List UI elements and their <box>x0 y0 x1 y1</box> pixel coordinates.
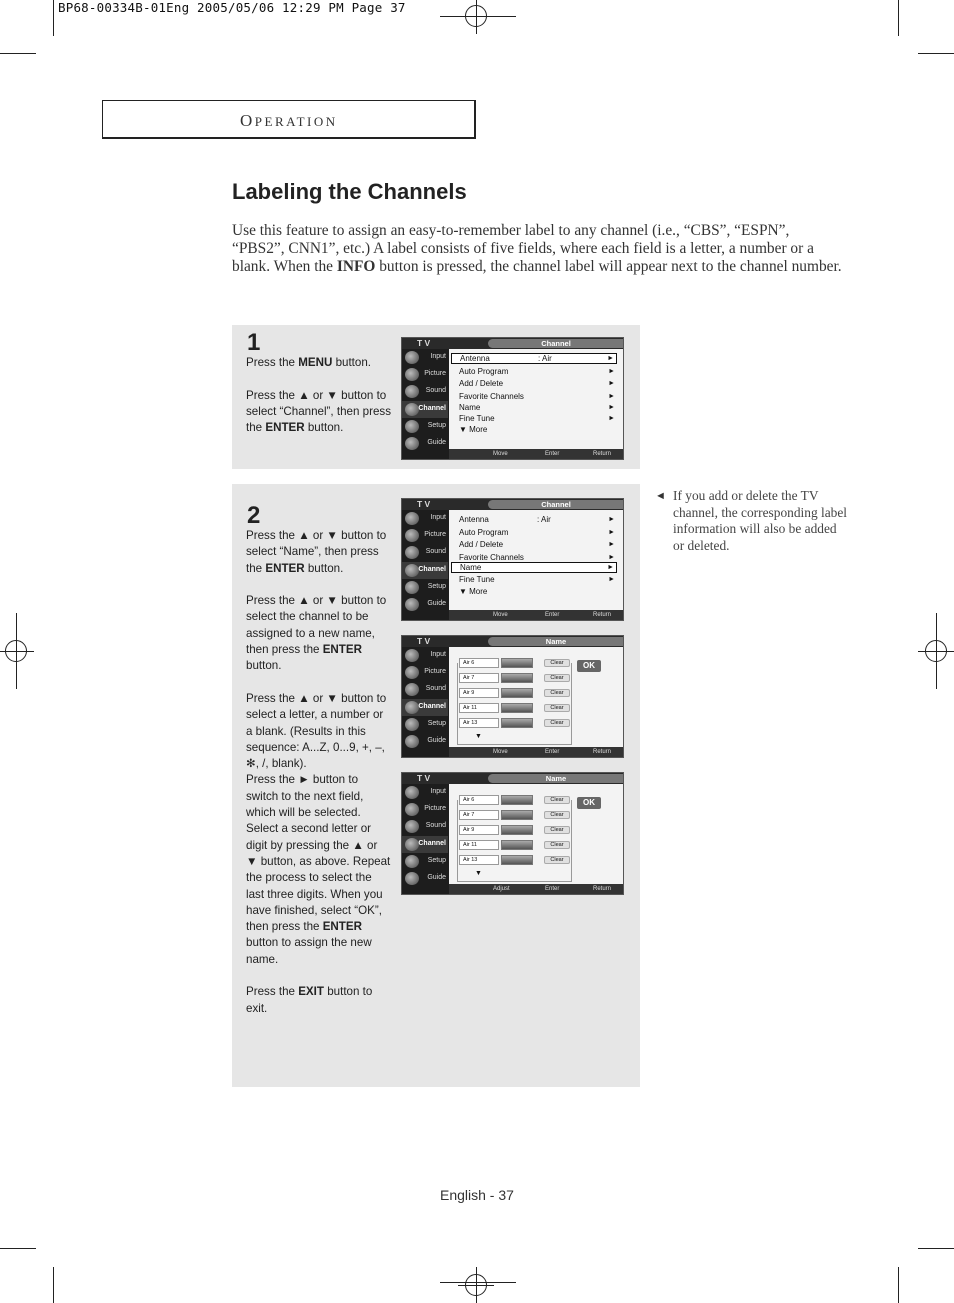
screen-footer: Move Enter Return <box>449 449 624 459</box>
sidebar-item-picture: Picture <box>402 366 448 383</box>
picture-icon <box>405 529 419 542</box>
step2-panel <box>232 484 640 1087</box>
screen-content <box>449 510 624 610</box>
sound-icon <box>405 683 419 696</box>
name-row: Air 9 Clear <box>459 825 569 836</box>
page-title: Labeling the Channels <box>232 179 467 204</box>
screen-header: Channel <box>488 339 624 348</box>
clear-button: Clear <box>544 674 570 682</box>
menu-row-favorite-channels: Favorite Channels ► <box>459 553 615 562</box>
menu-row-favorite-channels: Favorite Channels ► <box>459 392 615 401</box>
clear-button: Clear <box>544 811 570 819</box>
name-row: Air 13 Clear <box>459 718 569 729</box>
clear-button: Clear <box>544 719 570 727</box>
screen-header: Name <box>488 637 624 646</box>
sound-icon <box>405 820 419 833</box>
crop-mark <box>918 1248 954 1249</box>
menu-row-name: Name ► <box>451 562 617 573</box>
channel-icon <box>405 838 419 851</box>
pointer-left-icon: ◄ <box>655 490 666 502</box>
registration-mark <box>0 633 34 669</box>
sidebar-item-guide: Guide <box>402 870 448 887</box>
menu-row-fine-tune: Fine Tune ► <box>459 414 615 423</box>
step1-text: Press the MENU button. Press the ▲ or ▼ button to select “Channel”, then press the ENTER button. <box>246 356 391 435</box>
screen-header: Name <box>488 774 624 783</box>
clear-button: Clear <box>544 659 570 667</box>
guide-icon <box>405 735 419 748</box>
clear-button: Clear <box>544 689 570 697</box>
guide-icon <box>405 872 419 885</box>
menu-row-auto-program: Auto Program ► <box>459 367 615 376</box>
sidebar-item-sound: Sound <box>402 818 448 835</box>
sound-icon <box>405 546 419 559</box>
setup-icon <box>405 581 419 594</box>
print-slug: BP68-00334B-01Eng 2005/05/06 12:29 PM Page 37 <box>58 0 406 15</box>
sidebar-item-guide: Guide <box>402 596 448 613</box>
screen-content <box>449 647 624 747</box>
name-row: Air 7 Clear <box>459 810 569 821</box>
more-arrow: ▼ <box>475 733 482 740</box>
menu-row-add-delete: Add / Delete ► <box>459 379 615 388</box>
ok-button: OK <box>577 660 601 672</box>
screen-sidebar <box>402 510 448 613</box>
tv-screen-channel-name-selected: T V Channel Input Picture Sound Channel Setup Guide Antenna : Air ► Auto Program ► Add / Delete ► Favorite Channels ► Name ► Fine Tune ► ▼ More Move Enter Return <box>401 498 624 621</box>
sidebar-item-setup: Setup <box>402 579 448 596</box>
sidebar-item-input: Input <box>402 647 448 664</box>
sidebar-item-picture: Picture <box>402 801 448 818</box>
clear-button: Clear <box>544 796 570 804</box>
picture-icon <box>405 666 419 679</box>
screen-footer: Move Enter Return <box>449 747 624 757</box>
name-row: Air 11 Clear <box>459 703 569 714</box>
crop-mark <box>898 0 899 36</box>
channel-icon <box>405 403 419 416</box>
tv-screen-channel-menu: T V Channel Input Picture Sound Channel Setup Guide Antenna : Air ► Auto Program ► Add / Delete ► Favorite Channels ► Name ► Fine Tune ► ▼ More Move Enter Return <box>401 337 624 460</box>
guide-icon <box>405 598 419 611</box>
screen-footer: Adjust Enter Return <box>449 884 624 894</box>
ok-button: OK <box>577 797 601 809</box>
name-row: Air 9 Clear <box>459 688 569 699</box>
name-row: Air 11 Clear <box>459 840 569 851</box>
screen-sidebar <box>402 647 448 750</box>
crop-mark <box>0 53 36 54</box>
tv-screen-name-list: T V Name Input Picture Sound Channel Setup Guide Air 6 Clear Air 7 Clear Air 9 Clear Air 11 Clear Air 13 Clear ▼ OK Move Enter Return <box>401 635 624 758</box>
picture-icon <box>405 368 419 381</box>
step1-number: 1 <box>247 329 261 356</box>
channel-icon <box>405 564 419 577</box>
sidebar-item-picture: Picture <box>402 664 448 681</box>
screen-sidebar <box>402 349 448 452</box>
side-note-text: If you add or delete the TV channel, the corresponding label information will also be added or deleted. <box>673 488 848 553</box>
clear-button: Clear <box>544 856 570 864</box>
guide-icon <box>405 437 419 450</box>
name-row: Air 6 Clear <box>459 795 569 806</box>
sidebar-item-sound: Sound <box>402 681 448 698</box>
clear-button: Clear <box>544 704 570 712</box>
sidebar-item-input: Input <box>402 510 448 527</box>
menu-row-fine-tune: Fine Tune ► <box>459 575 615 584</box>
menu-row-more: ▼ More <box>459 587 488 596</box>
sidebar-item-setup: Setup <box>402 716 448 733</box>
sidebar-item-sound: Sound <box>402 383 448 400</box>
intro-paragraph: Use this feature to assign an easy-to-remember label to any channel (i.e., “CBS”, “ESPN”, “PBS2”, CNN1”, etc.) A label consists of five fields, where each field is a letter, a number or a blank. When the INFO button is pressed, the channel label will appear next to the channel number. <box>232 222 842 275</box>
crop-mark <box>0 1248 36 1249</box>
setup-icon <box>405 420 419 433</box>
name-row: Air 7 Clear <box>459 673 569 684</box>
channel-icon <box>405 701 419 714</box>
more-arrow: ▼ <box>475 870 482 877</box>
setup-icon <box>405 718 419 731</box>
crop-mark <box>53 1267 54 1303</box>
picture-icon <box>405 803 419 816</box>
menu-row-auto-program: Auto Program ► <box>459 528 615 537</box>
screen-sidebar <box>402 784 448 887</box>
name-row: Air 6 Clear <box>459 658 569 669</box>
screen-content <box>449 784 624 884</box>
sidebar-item-channel: Channel <box>402 699 448 716</box>
input-icon <box>405 351 419 364</box>
page-number: English - 37 <box>440 1187 514 1203</box>
step2-number: 2 <box>247 502 261 529</box>
sidebar-item-channel: Channel <box>402 401 448 418</box>
input-icon <box>405 649 419 662</box>
clear-button: Clear <box>544 841 570 849</box>
menu-row-antenna: Antenna : Air ► <box>451 353 617 364</box>
registration-mark <box>458 1267 494 1303</box>
screen-footer: Move Enter Return <box>449 610 624 620</box>
menu-row-antenna: Antenna : Air ► <box>459 515 615 524</box>
setup-icon <box>405 855 419 868</box>
input-icon <box>405 512 419 525</box>
sidebar-item-channel: Channel <box>402 562 448 579</box>
crop-mark <box>898 1267 899 1303</box>
crop-mark <box>918 53 954 54</box>
sidebar-item-input: Input <box>402 349 448 366</box>
sidebar-item-sound: Sound <box>402 544 448 561</box>
step2-text: Press the ▲ or ▼ button to select “Name”, then press the ENTER button. Press the ▲ or ▼ button to select the channel to be assigned to a new name, then press the ENTER button. Press the ▲ or ▼ button to select a letter, a number or a blank. (Results in this sequence: A...Z, 0...9, +, –, ✻, /, blank). Press the ► button to switch to the next field, which will be selected. Select a second letter or digit by pressing the ▲ or ▼ button, as above. Repeat the process to select the last three digits. When you have finished, select “OK”, then press the ENTER button to assign the new name. Press the EXIT button to exit. <box>246 529 391 1015</box>
sidebar-item-guide: Guide <box>402 435 448 452</box>
section-header-box <box>102 100 476 139</box>
sidebar-item-picture: Picture <box>402 527 448 544</box>
screen-header: Channel <box>488 500 624 509</box>
crop-mark <box>53 0 54 36</box>
tv-screen-name-adjust: T V Name Input Picture Sound Channel Setup Guide Air 6 Clear Air 7 Clear Air 9 Clear Air 11 Clear Air 13 Clear ▼ OK Adjust Enter Return <box>401 772 624 895</box>
sidebar-item-guide: Guide <box>402 733 448 750</box>
registration-mark <box>458 0 494 34</box>
menu-row-more: ▼ More <box>459 425 488 434</box>
screen-content <box>449 349 624 449</box>
sidebar-item-input: Input <box>402 784 448 801</box>
registration-mark <box>918 633 954 669</box>
name-row: Air 13 Clear <box>459 855 569 866</box>
section-label: OPERATION <box>240 111 338 130</box>
sidebar-item-channel: Channel <box>402 836 448 853</box>
menu-row-add-delete: Add / Delete ► <box>459 540 615 549</box>
sidebar-item-setup: Setup <box>402 418 448 435</box>
step1-panel <box>232 325 640 469</box>
clear-button: Clear <box>544 826 570 834</box>
menu-row-name: Name ► <box>459 403 615 412</box>
sidebar-item-setup: Setup <box>402 853 448 870</box>
input-icon <box>405 786 419 799</box>
sound-icon <box>405 385 419 398</box>
